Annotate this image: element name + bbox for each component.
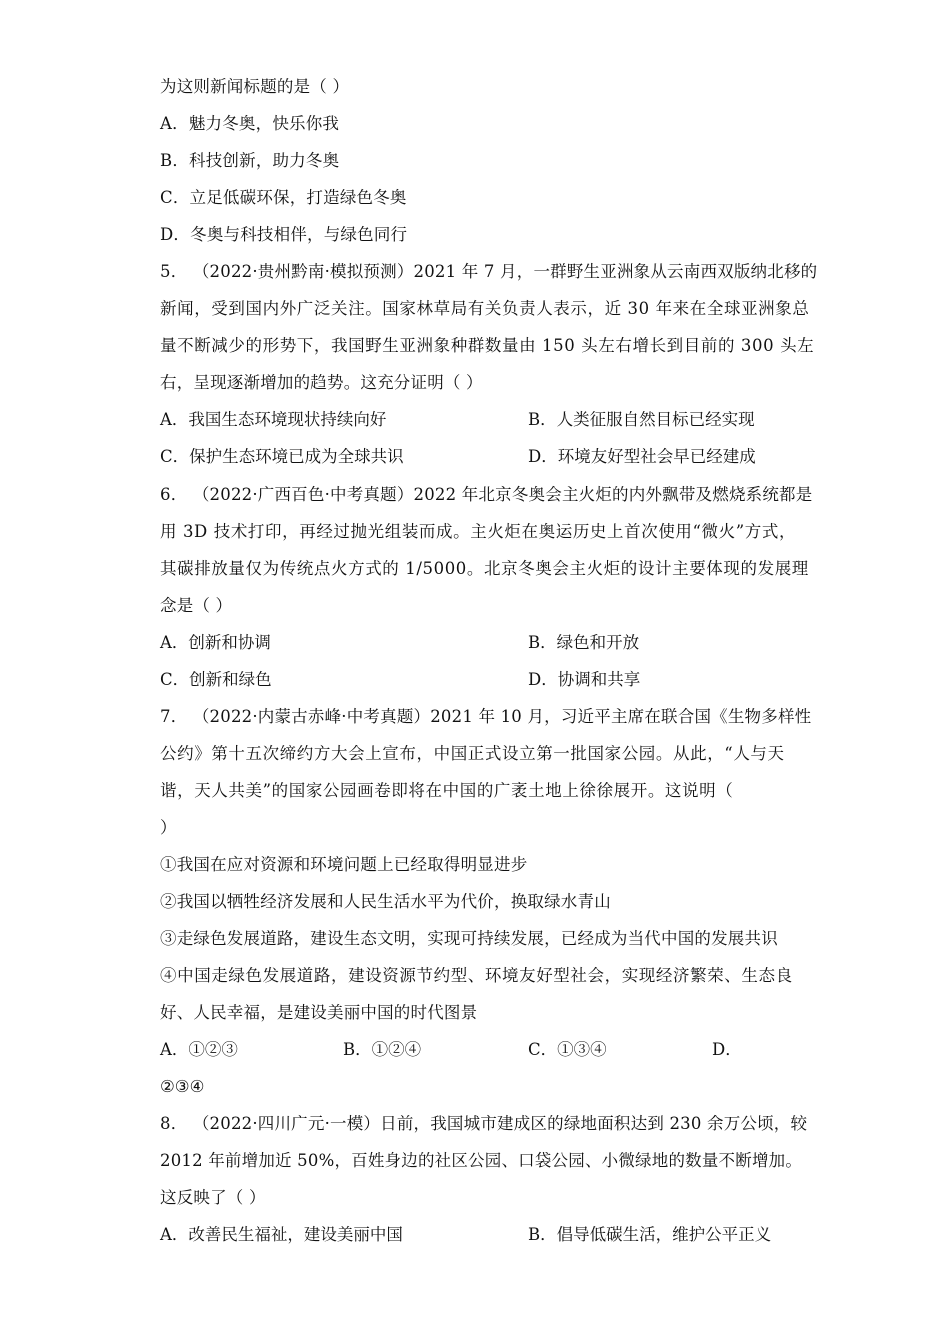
q5-line-2: 新闻，受到国内外广泛关注。国家林草局有关负责人表示，近 30 年来在全球亚洲象总 <box>160 299 810 318</box>
q7-option-b: B．①②④ <box>343 1040 422 1059</box>
q7-line-4: ） <box>160 818 177 837</box>
q5-line-3: 量不断减少的形势下，我国野生亚洲象种群数量由 150 头左右增长到目前的 300 头左 <box>160 336 815 355</box>
q7-statement-4: ④中国走绿色发展道路，建设资源节约型、环境友好型社会，实现经济繁荣、生态良 <box>160 966 793 985</box>
q8-line-3: 这反映了（ ） <box>160 1188 266 1207</box>
q7-statement-2: ②我国以牺牲经济发展和人民生活水平为代价，换取绿水青山 <box>160 892 611 911</box>
q7-option-d: D． <box>712 1040 742 1059</box>
q7-option-a: A．①②③ <box>160 1040 238 1059</box>
q5-option-a: A．我国生态环境现状持续向好 <box>160 410 387 429</box>
q4-stem-end: 为这则新闻标题的是（ ） <box>160 77 350 96</box>
q7-option-c: C．①③④ <box>528 1040 607 1059</box>
q6-option-c: C．创新和绿色 <box>160 670 272 689</box>
q8-option-b: B．倡导低碳生活，维护公平正义 <box>528 1225 772 1244</box>
q7-statement-4-cont: 好、人民幸福，是建设美丽中国的时代图景 <box>160 1003 478 1022</box>
q8-line-2: 2012 年前增加近 50%，百姓身边的社区公园、口袋公园、小微绿地的数量不断增加。 <box>160 1151 803 1170</box>
q7-option-d-text: ②③④ <box>160 1077 205 1096</box>
q5-option-d: D．环境友好型社会早已经建成 <box>528 447 756 466</box>
q6-line-2: 用 3D 技术打印，再经过抛光组装而成。主火炬在奥运历史上首次使用“微火”方式， <box>160 522 797 541</box>
q8-line-1: 8． （2022·四川广元·一模）日前，我国城市建成区的绿地面积达到 230 余万公顷，较 <box>160 1114 808 1133</box>
q6-option-d: D．协调和共享 <box>528 670 641 689</box>
q7-statement-1: ①我国在应对资源和环境问题上已经取得明显进步 <box>160 855 528 874</box>
q4-option-b: B．科技创新，助力冬奥 <box>160 151 340 170</box>
q7-line-3: 谐，天人共美”的国家公园画卷即将在中国的广袤土地上徐徐展开。这说明（ <box>160 781 734 800</box>
q8-option-a: A．改善民生福祉，建设美丽中国 <box>160 1225 403 1244</box>
q6-line-1: 6． （2022·广西百色·中考真题）2022 年北京冬奥会主火炬的内外飘带及燃烧系统都是 <box>160 485 813 504</box>
q4-option-c: C．立足低碳环保，打造绿色冬奥 <box>160 188 407 207</box>
q4-option-d: D．冬奥与科技相伴，与绿色同行 <box>160 225 408 244</box>
q5-option-c: C．保护生态环境已成为全球共识 <box>160 447 404 466</box>
q4-option-a: A．魅力冬奥，快乐你我 <box>160 114 340 133</box>
q5-option-b: B．人类征服自然目标已经实现 <box>528 410 755 429</box>
q7-statement-3: ③走绿色发展道路，建设生态文明，实现可持续发展，已经成为当代中国的发展共识 <box>160 929 778 948</box>
q7-line-2: 公约》第十五次缔约方大会上宣布，中国正式设立第一批国家公园。从此，“人与天 <box>160 744 785 763</box>
q6-option-b: B．绿色和开放 <box>528 633 640 652</box>
q6-option-a: A．创新和协调 <box>160 633 271 652</box>
q6-line-4: 念是（ ） <box>160 596 233 615</box>
q5-line-1: 5． （2022·贵州黔南·模拟预测）2021 年 7 月，一群野生亚洲象从云南西双版纳北移的 <box>160 262 818 281</box>
q7-line-1: 7． （2022·内蒙古赤峰·中考真题）2021 年 10 月，习近平主席在联合国《生物多样性 <box>160 707 812 726</box>
q6-line-3: 其碳排放量仅为传统点火方式的 1/5000。北京冬奥会主火炬的设计主要体现的发展理 <box>160 559 809 578</box>
q5-line-4: 右，呈现逐渐增加的趋势。这充分证明（ ） <box>160 373 483 392</box>
